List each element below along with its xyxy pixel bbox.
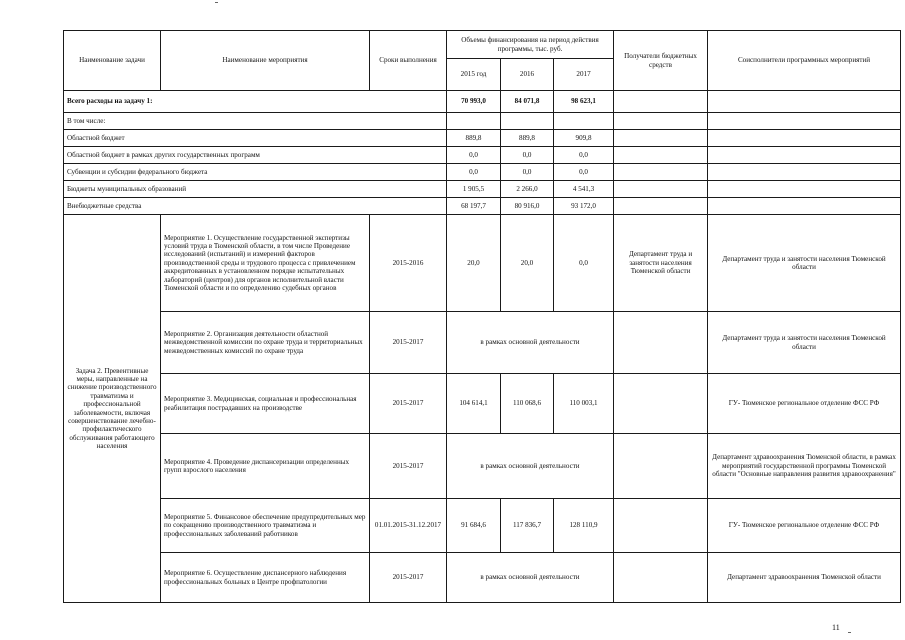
scan-speck — [215, 2, 218, 3]
program-table — [63, 30, 901, 603]
activity-terms: 2015-2017 — [370, 312, 447, 374]
activity-recipient — [614, 312, 708, 374]
activity-coexecutor: Департамент здравоохранения Тюменской области — [708, 553, 901, 603]
activity-value-2015: 104 614,1 — [447, 374, 501, 434]
summary-value-2015: 889,8 — [447, 130, 501, 147]
summary-coexecutor — [708, 91, 901, 113]
page-number: 11 — [832, 623, 840, 632]
header-row — [64, 31, 901, 59]
activity-recipient — [614, 374, 708, 434]
activity-value-2017: 128 110,9 — [554, 499, 614, 553]
activity-funding-merged: в рамках основной деятельности — [447, 434, 614, 499]
summary-label: Субвенции и субсидии федерального бюджета — [64, 164, 447, 181]
activity-funding-merged: в рамках основной деятельности — [447, 312, 614, 374]
activity-name: Мероприятие 6. Осуществление диспансерного наблюдения профессиональных больных в Центре профпатологии — [161, 553, 370, 603]
summary-recipient — [614, 130, 708, 147]
summary-value-2015: 68 197,7 — [447, 198, 501, 215]
summary-value-2017: 0,0 — [554, 147, 614, 164]
summary-row — [64, 113, 901, 130]
summary-value-2015: 70 993,0 — [447, 91, 501, 113]
activity-row — [64, 312, 901, 374]
summary-recipient — [614, 198, 708, 215]
activity-coexecutor: ГУ- Тюменское региональное отделение ФСС РФ — [708, 499, 901, 553]
summary-label: Внебюджетные средства — [64, 198, 447, 215]
table-body — [64, 31, 901, 603]
summary-value-2017: 93 172,0 — [554, 198, 614, 215]
summary-value-2017 — [554, 113, 614, 130]
activity-recipient — [614, 434, 708, 499]
activity-name: Мероприятие 3. Медицинская, социальная и профессиональная реабилитация пострадавших на производстве — [161, 374, 370, 434]
activity-terms: 2015-2017 — [370, 434, 447, 499]
summary-recipient — [614, 91, 708, 113]
activity-name: Мероприятие 2. Организация деятельности областной межведомственной комиссии по охране труда и территориальных межведомственных комиссий по охране труда — [161, 312, 370, 374]
col-header-task: Наименование задачи — [64, 31, 161, 91]
activity-name: Мероприятие 1. Осуществление государственной экспертизы условий труда в Тюменской области, в том числе Проведение исследований (испытаний) и измерений факторов производственной среды и трудового процесса с привлечением аккредитованных в установленном порядке испытательных лабораторий (центров) для органов исполнительной власти Тюменской области и по определению судебных органов — [161, 215, 370, 312]
activity-value-2017: 0,0 — [554, 215, 614, 312]
summary-value-2017: 909,8 — [554, 130, 614, 147]
summary-recipient — [614, 181, 708, 198]
activity-name: Мероприятие 4. Проведение диспансеризации определенных групп взрослого населения — [161, 434, 370, 499]
summary-coexecutor — [708, 181, 901, 198]
activity-value-2016: 117 836,7 — [501, 499, 554, 553]
activity-row — [64, 215, 901, 312]
summary-value-2016: 0,0 — [501, 147, 554, 164]
summary-label: Бюджеты муниципальных образований — [64, 181, 447, 198]
summary-coexecutor — [708, 164, 901, 181]
summary-value-2015: 1 905,5 — [447, 181, 501, 198]
col-header-coexecutors: Соисполнители программных мероприятий — [708, 31, 901, 91]
activity-row — [64, 374, 901, 434]
activity-coexecutor: Департамент здравоохранения Тюменской области, в рамках мероприятий государственной программы Тюменской области "Основные направления развития здравоохранения" — [708, 434, 901, 499]
summary-value-2017: 4 541,3 — [554, 181, 614, 198]
summary-value-2015: 0,0 — [447, 164, 501, 181]
col-header-recipients: Получатели бюджетных средств — [614, 31, 708, 91]
summary-recipient — [614, 147, 708, 164]
activity-coexecutor: ГУ- Тюменское региональное отделение ФСС РФ — [708, 374, 901, 434]
activity-recipient — [614, 553, 708, 603]
activity-row — [64, 499, 901, 553]
summary-recipient — [614, 164, 708, 181]
activity-name: Мероприятие 5. Финансовое обеспечение предупредительных мер по сокращению производственного травматизма и профессиональных заболеваний работников — [161, 499, 370, 553]
activity-value-2016: 20,0 — [501, 215, 554, 312]
summary-value-2016: 0,0 — [501, 164, 554, 181]
summary-value-2016 — [501, 113, 554, 130]
activity-row — [64, 553, 901, 603]
summary-coexecutor — [708, 198, 901, 215]
activity-recipient: Департамент труда и занятости населения Тюменской области — [614, 215, 708, 312]
activity-value-2017: 110 003,1 — [554, 374, 614, 434]
task-label: Задача 2. Превентивные меры, направленные на снижение производственного травматизма и профессиональной заболеваемости, включая совершенствование лечебно-профилактического обслуживания работающего населения — [64, 215, 161, 603]
summary-label: Областной бюджет в рамках других государственных программ — [64, 147, 447, 164]
activity-row — [64, 434, 901, 499]
activity-terms: 01.01.2015-31.12.2017 — [370, 499, 447, 553]
summary-value-2016: 2 266,0 — [501, 181, 554, 198]
summary-value-2017: 98 623,1 — [554, 91, 614, 113]
activity-value-2015: 91 684,6 — [447, 499, 501, 553]
col-header-terms: Сроки выполнения — [370, 31, 447, 91]
activity-coexecutor: Департамент труда и занятости населения Тюменской области — [708, 312, 901, 374]
summary-value-2017: 0,0 — [554, 164, 614, 181]
activity-terms: 2015-2017 — [370, 553, 447, 603]
activity-terms: 2015-2017 — [370, 374, 447, 434]
summary-coexecutor — [708, 147, 901, 164]
activity-value-2015: 20,0 — [447, 215, 501, 312]
summary-label: Областной бюджет — [64, 130, 447, 147]
summary-row — [64, 91, 901, 113]
col-header-activity: Наименование мероприятия — [161, 31, 370, 91]
summary-row — [64, 130, 901, 147]
summary-row — [64, 181, 901, 198]
activity-funding-merged: в рамках основной деятельности — [447, 553, 614, 603]
col-header-year-2015: 2015 год — [447, 59, 501, 91]
summary-value-2015 — [447, 113, 501, 130]
summary-row — [64, 147, 901, 164]
summary-label: Всего расходы на задачу 1: — [64, 91, 447, 113]
summary-value-2016: 80 916,0 — [501, 198, 554, 215]
summary-coexecutor — [708, 130, 901, 147]
col-header-year-2016: 2016 — [501, 59, 554, 91]
activity-terms: 2015-2016 — [370, 215, 447, 312]
summary-value-2016: 889,8 — [501, 130, 554, 147]
summary-row — [64, 198, 901, 215]
col-header-funding: Объемы финансирования на период действия программы, тыс. руб. — [447, 31, 614, 59]
summary-value-2015: 0,0 — [447, 147, 501, 164]
col-header-year-2017: 2017 — [554, 59, 614, 91]
activity-value-2016: 110 068,6 — [501, 374, 554, 434]
summary-label: В том числе: — [64, 113, 447, 130]
scan-speck — [848, 632, 851, 633]
activity-recipient — [614, 499, 708, 553]
summary-row — [64, 164, 901, 181]
activity-coexecutor: Департамент труда и занятости населения Тюменской области — [708, 215, 901, 312]
summary-value-2016: 84 071,8 — [501, 91, 554, 113]
summary-recipient — [614, 113, 708, 130]
summary-coexecutor — [708, 113, 901, 130]
